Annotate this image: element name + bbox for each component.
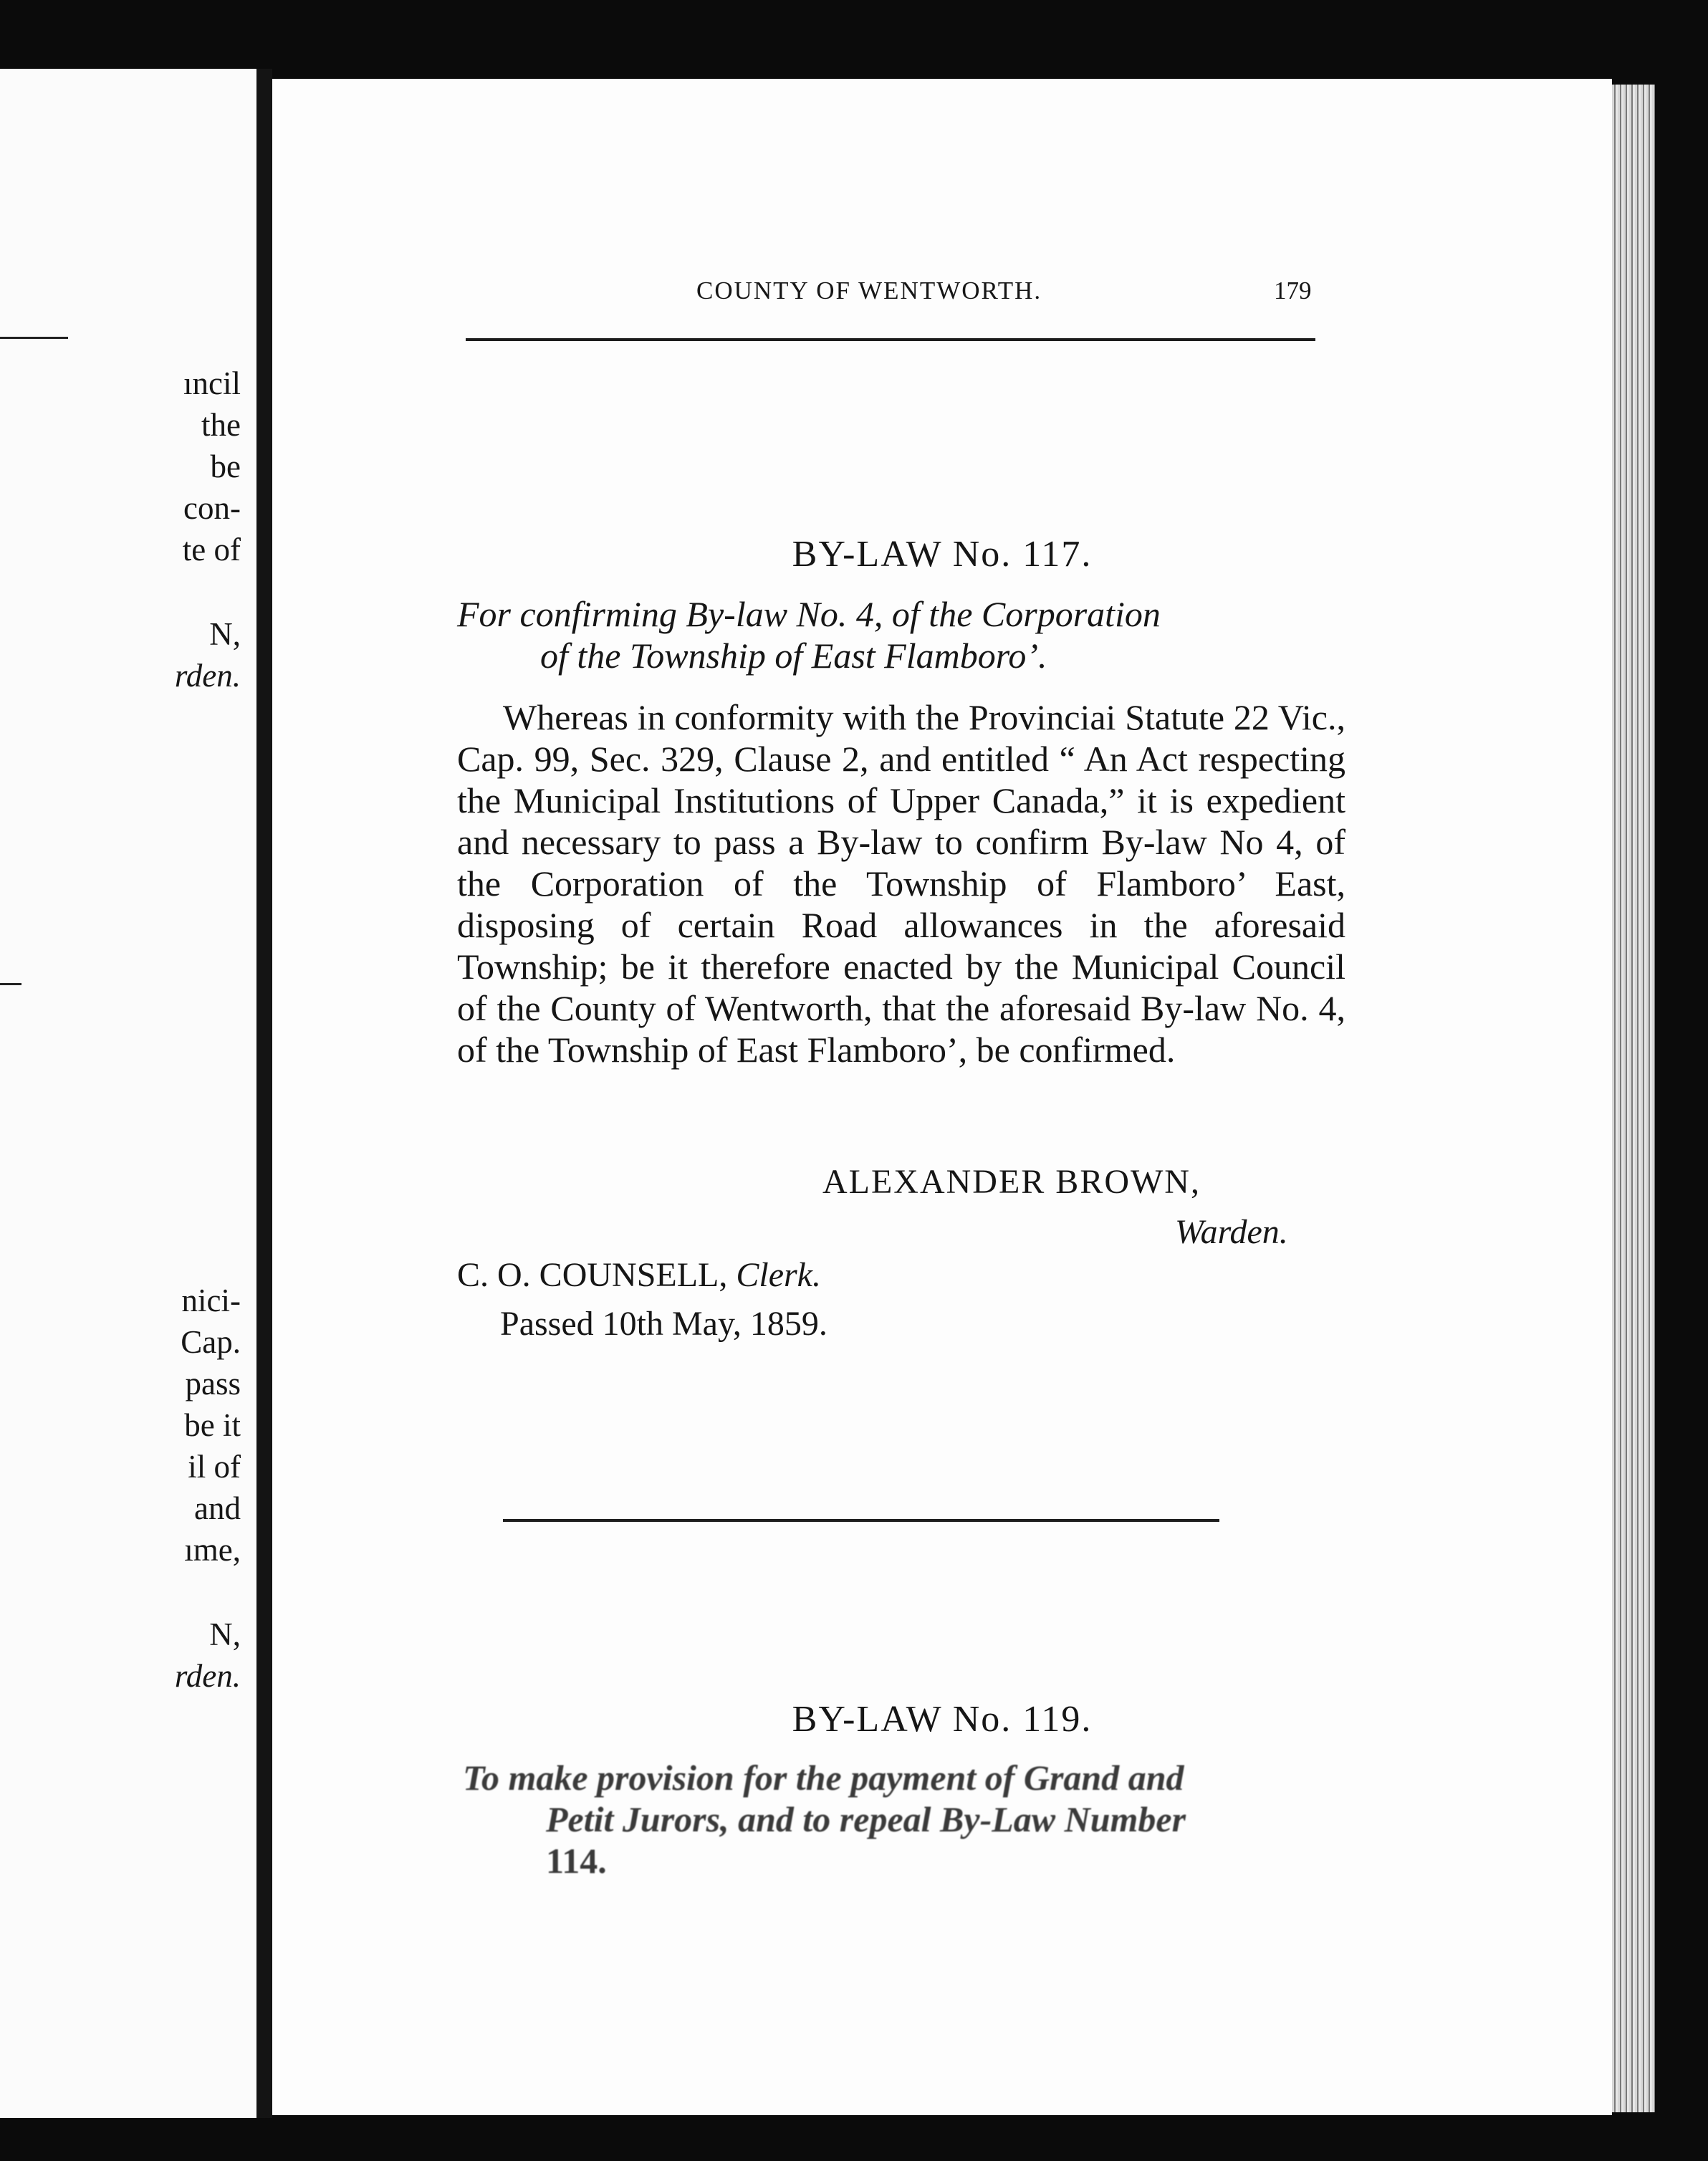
warden-signature-name: ALEXANDER BROWN, [822,1163,1201,1201]
right-page [272,79,1612,2115]
left-page-line: and [194,1490,241,1526]
left-page-line: il of [188,1449,241,1485]
left-page-top-rule [0,337,68,339]
bylaw-117-subtitle [457,593,1345,676]
page-edge [1612,85,1655,2112]
bylaw-119-subtitle-line: Petit Jurors, and to repeal By-Law Number [546,1799,1186,1839]
page-number: 179 [1274,277,1312,305]
left-page-mid-rule [0,983,21,985]
bylaw-119-title: BY-LAW No. 119. [792,1699,1093,1740]
warden-title: Warden. [1175,1213,1288,1251]
left-page-line: rden. [174,658,241,694]
left-page-line: con- [183,490,241,526]
clerk-title: Clerk. [736,1256,821,1294]
bylaw-117-title: BY-LAW No. 117. [792,534,1093,575]
section-divider [503,1519,1219,1522]
left-page-line: ıme, [184,1532,241,1568]
left-page-fragment [0,69,256,2118]
bylaw-117-subtitle-line: of the Township of East Flamboro’. [540,636,1047,676]
clerk-name: C. O. COUNSELL, [457,1256,728,1294]
left-page-line: ıncil [183,365,241,401]
book-gutter [256,69,272,2118]
bylaw-117-subtitle-line: For confirming By-law No. 4, of the Corporation [457,594,1161,634]
left-page-line: Cap. [181,1324,241,1360]
left-page-line: N, [209,1616,241,1652]
left-page-line: be [210,449,241,484]
running-head: COUNTY OF WENTWORTH. [696,277,1042,305]
header-rule [466,338,1315,341]
bylaw-119-subtitle-line: 114. [546,1841,607,1881]
clerk-signature [457,1254,821,1297]
left-page-line: rden. [174,1658,241,1694]
passed-date: Passed 10th May, 1859. [500,1305,827,1343]
left-page-line: pass [185,1366,241,1401]
left-page-line: N, [209,616,241,652]
page-header [272,271,1612,311]
left-page-line: te of [182,532,241,567]
bylaw-117-body: Whereas in conformity with the Provinciai Statute 22 Vic., Cap. 99, Sec. 329, Clause 2, and entitled “ An Act respecting the Municipal Institutions of Upper Canada,” it is expedient and necessary to pass a By-law to confirm By-law No 4, of the Corporation of the Township of Flamboro’ East, disposing of certain Road allowances in the aforesaid Township; be it therefore enacted by the Municipal Council of the County of Wentworth, that the aforesaid By-law No. 4, of the Township of East Flamboro’, be confirmed. [457,697,1345,1070]
left-page-line: nici- [181,1283,241,1318]
bylaw-119-subtitle-line: To make provision for the payment of Grand and [463,1758,1184,1798]
bylaw-119-subtitle [463,1757,1351,1882]
left-page-line: be it [184,1407,241,1443]
left-page-line: the [201,407,241,443]
